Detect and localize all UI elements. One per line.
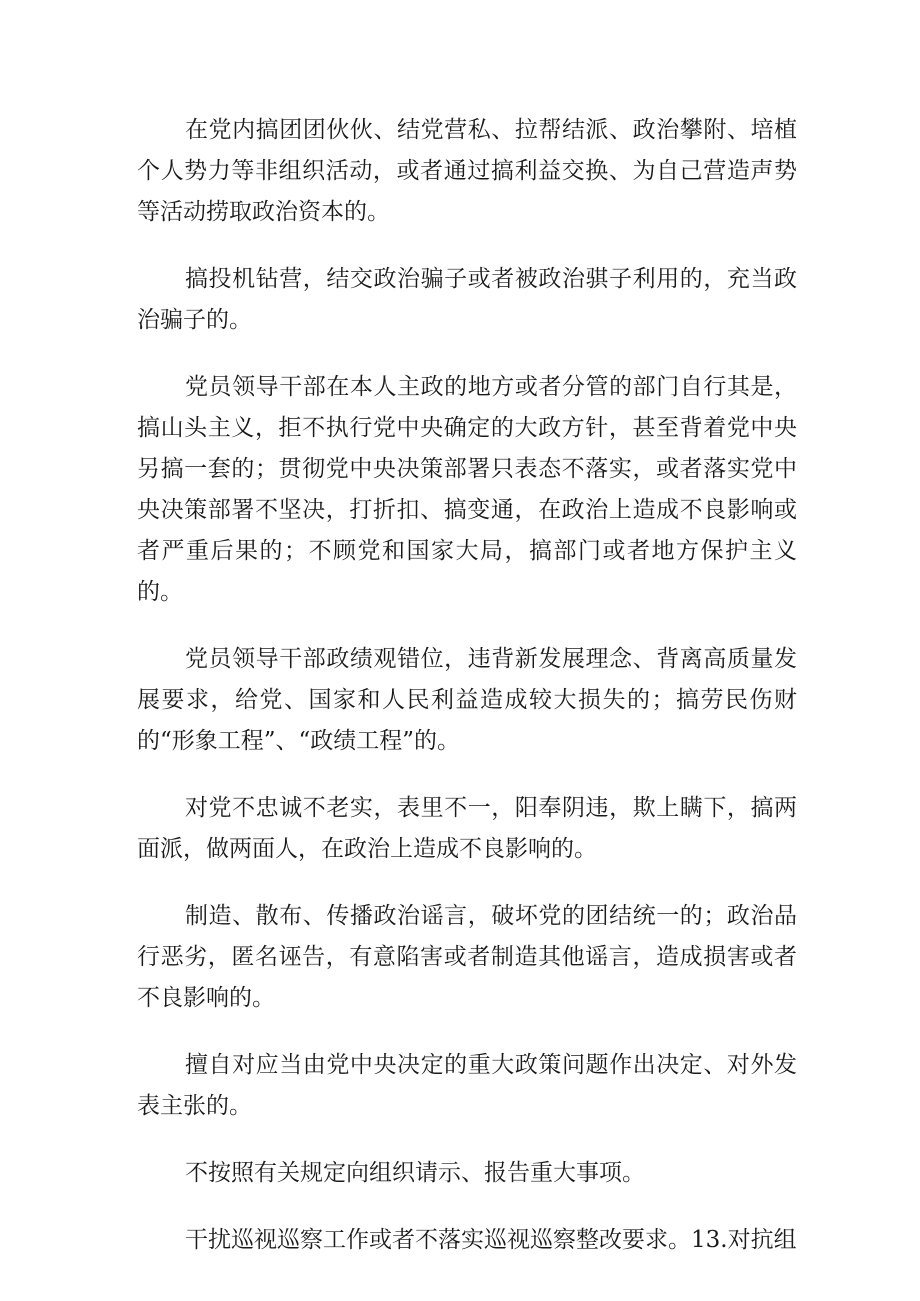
document-body [137,110,797,1287]
paragraph-6: 制造、散布、传播政治谣言，破坏党的团结统一的；政治品行恶劣，匿名诬告，有意陷害或者制造其他谣言，造成损害或者不良影响的。 [137,903,797,1011]
paragraph-4: 党员领导干部政绩观错位，违背新发展理念、背离高质量发展要求，给党、国家和人民利益造成较大损失的；搞劳民伤财的“形象工程”、“政绩工程”的。 [137,646,797,754]
paragraph-8: 不按照有关规定向组织请示、报告重大事项。 [185,1160,645,1186]
paragraph-1: 在党内搞团团伙伙、结党营私、拉帮结派、政治攀附、培植个人势力等非组织活动，或者通过搞利益交换、为自己营造声势等活动捞取政治资本的。 [137,117,797,225]
paragraph-7: 擅自对应当由党中央决定的重大政策问题作出决定、对外发表主张的。 [137,1052,797,1119]
paragraph-9: 干扰巡视巡察工作或者不落实巡视巡察整改要求。13.对抗组 [185,1227,797,1253]
paragraph-3: 党员领导干部在本人主政的地方或者分管的部门自行其是，搞山头主义，拒不执行党中央确定的大政方针，甚至背着党中央另搞一套的；贯彻党中央决策部署只表态不落实，或者落实党中央决策部署不坚决，打折扣、搞变通，在政治上造成不良影响或者严重后果的；不顾党和国家大局，搞部门或者地方保护主义的。 [137,374,797,605]
paragraph-2: 搞投机钻营，结交政治骗子或者被政治骐子利用的，充当政治骗子的。 [137,266,797,333]
paragraph-5: 对党不忠诚不老实，表里不一，阳奉阴违，欺上瞒下，搞两面派，做两面人，在政治上造成不良影响的。 [137,795,797,862]
